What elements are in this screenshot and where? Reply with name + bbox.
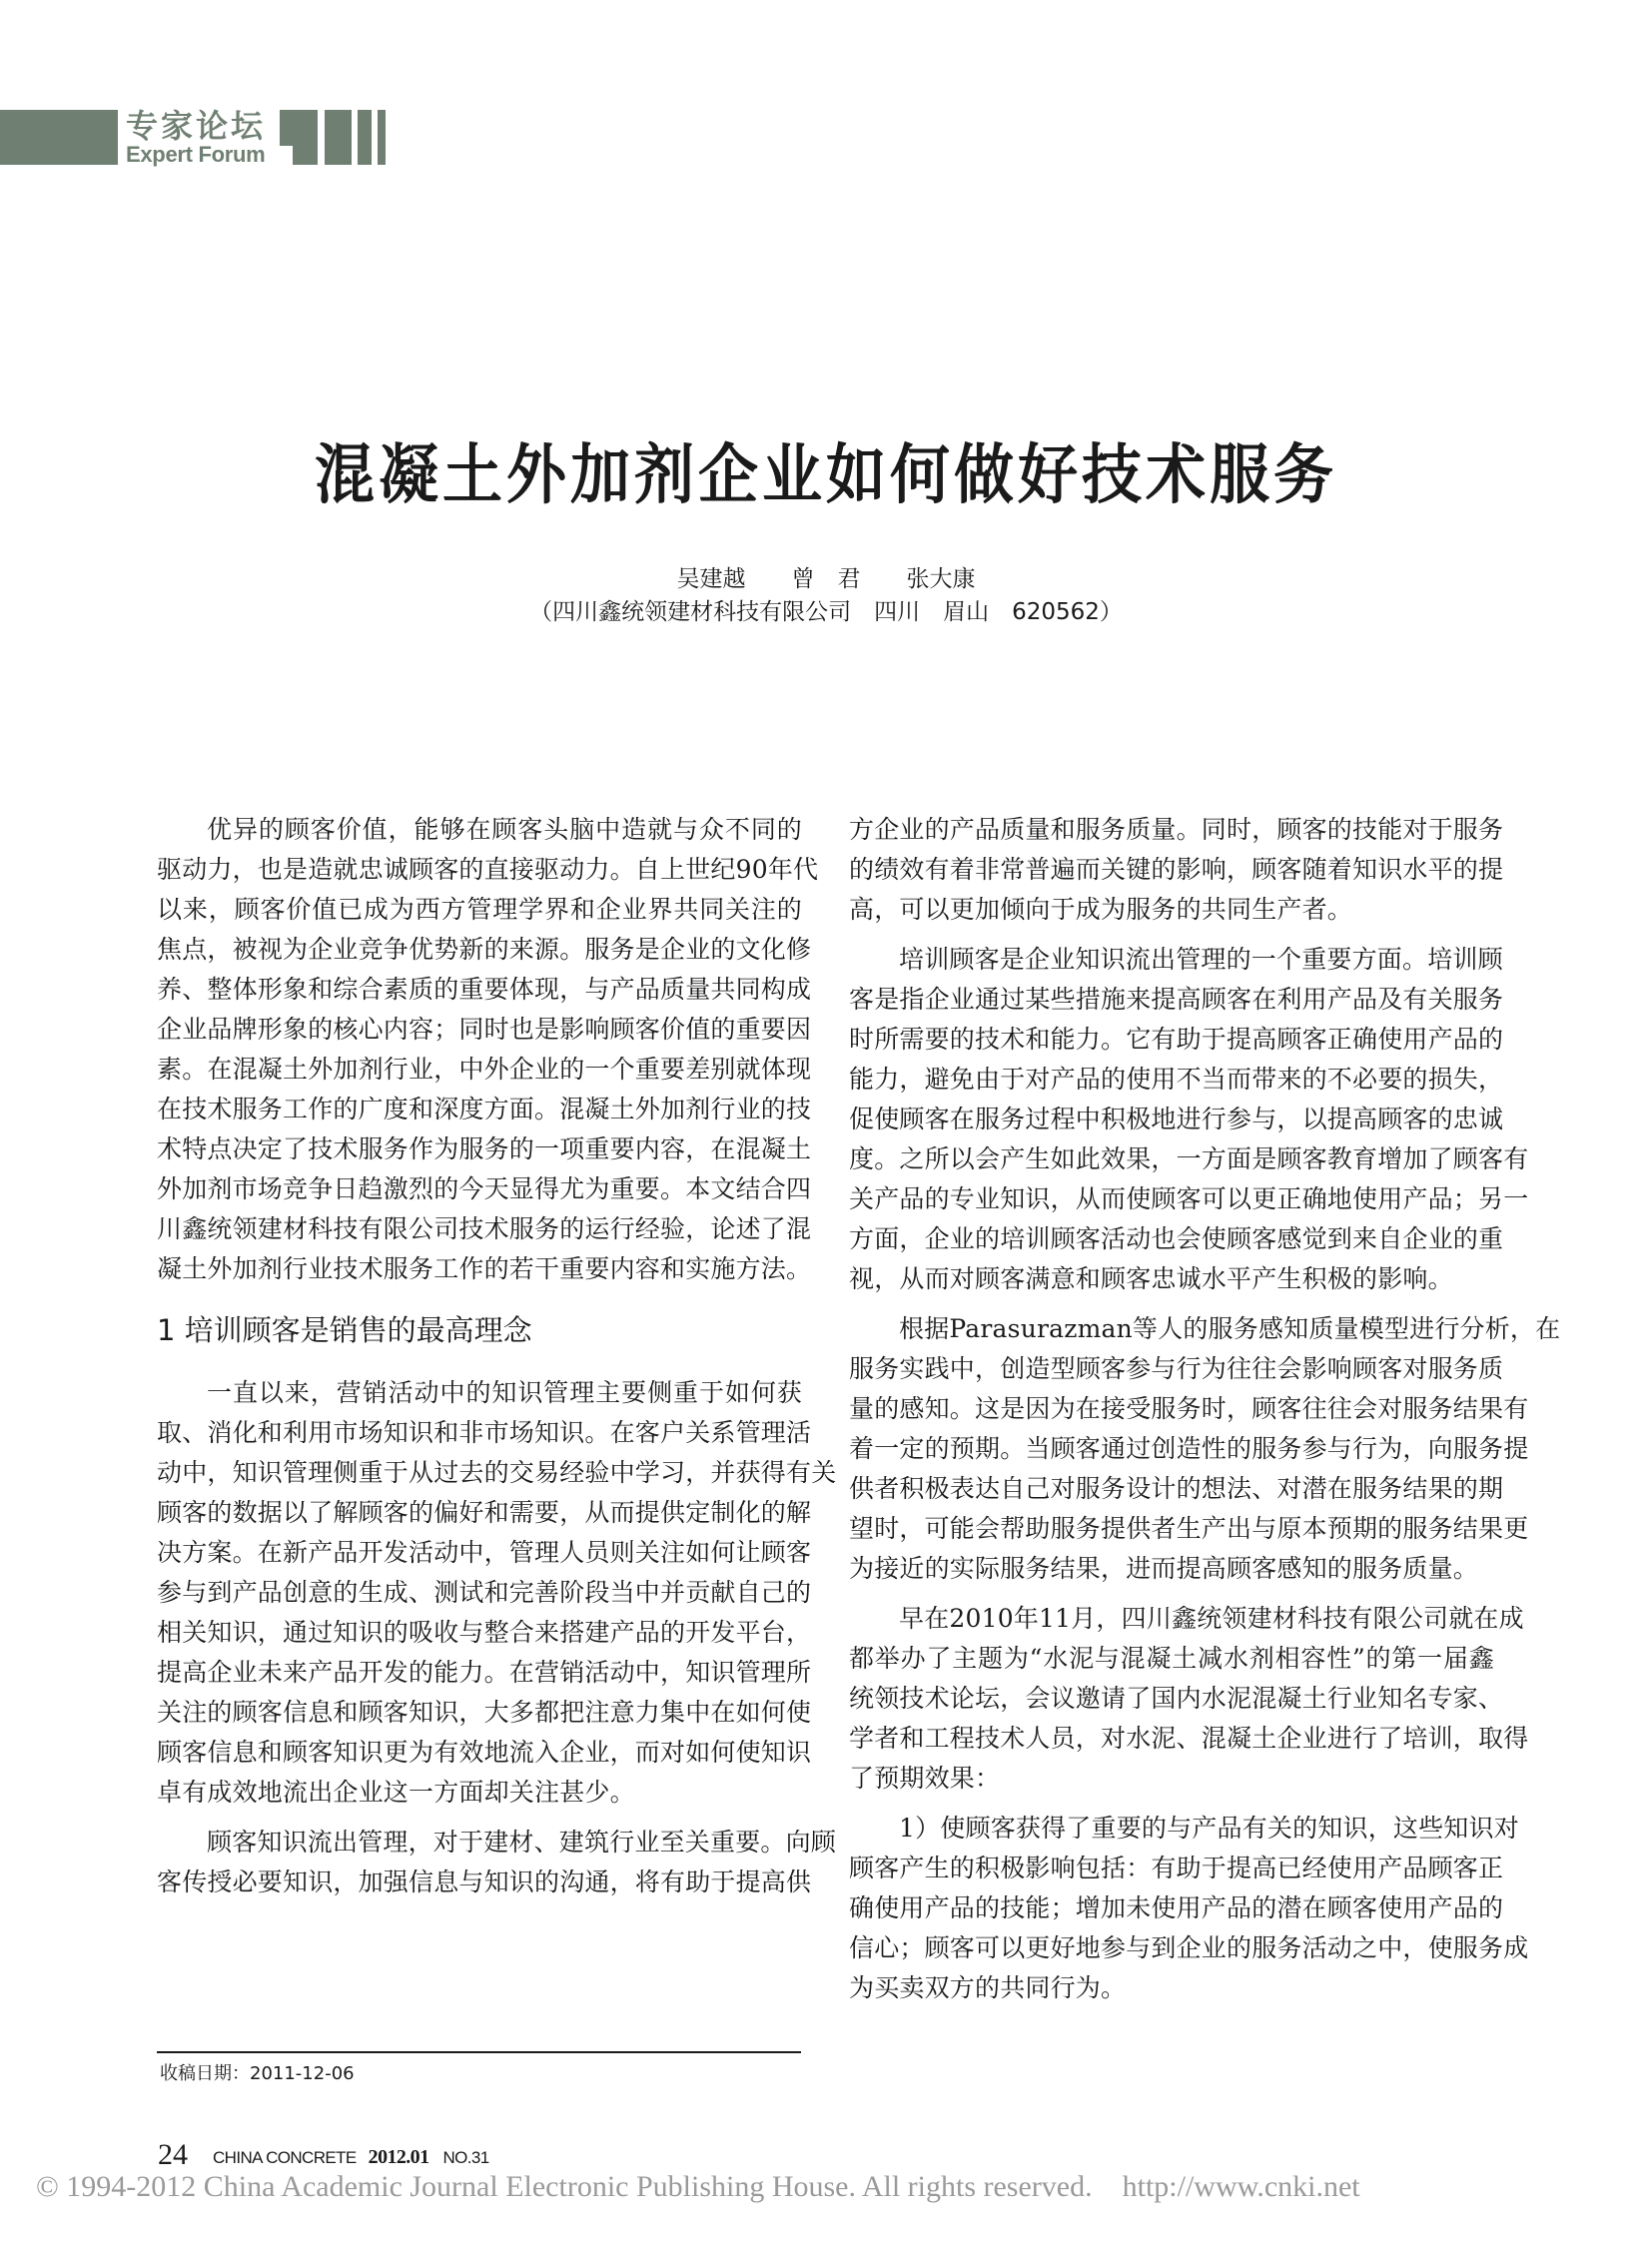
text-line: 统领技术论坛，会议邀请了国内水泥混凝土行业知名专家、 [849,1684,1504,1713]
text-line: 方企业的产品质量和服务质量。同时，顾客的技能对于服务 [849,815,1504,844]
header-band-bar [325,110,352,165]
paragraph-intro [157,810,819,1289]
text-line: 顾客信息和顾客知识更为有效地流入企业，而对如何使知识 [157,1738,812,1767]
text-line: 着一定的预期。当顾客通过创造性的服务参与行为，向服务提 [849,1434,1529,1463]
text-line: 顾客产生的积极影响包括：有助于提高已经使用产品顾客正 [849,1854,1504,1882]
text-line: 学者和工程技术人员，对水泥、混凝土企业进行了培训，取得 [849,1724,1529,1753]
text-line: 能力，避免由于对产品的使用不当而带来的不必要的损失， [849,1065,1504,1094]
text-line: 川鑫统领建材科技有限公司技术服务的运行经验，论述了混 [157,1214,812,1243]
article-title: 混凝土外加剂企业如何做好技术服务 [315,437,1337,513]
section-label-en: Expert Forum [126,142,266,167]
text-line: 素。在混凝土外加剂行业，中外企业的一个重要差别就体现 [157,1055,812,1084]
paragraph-continued [849,810,1504,930]
article-authors: 吴建越 曾 君 张大康 [676,566,976,592]
text-line: 都举办了主题为“水泥与混凝土减水剂相容性”的第一届鑫 [849,1644,1494,1673]
text-line: 信心；顾客可以更好地参与到企业的服务活动之中，使服务成 [849,1933,1529,1962]
text-line: 关注的顾客信息和顾客知识，大多都把注意力集中在如何使 [157,1698,812,1727]
text-line: 量的感知。这是因为在接受服务时，顾客往往会对服务结果有 [849,1394,1529,1423]
text-line: 客是指企业通过某些措施来提高顾客在利用产品及有关服务 [849,985,1504,1014]
text-line: 以来，顾客价值已成为西方管理学界和企业界共同关注的 [157,895,802,924]
text-line: 驱动力，也是造就忠诚顾客的直接驱动力。自上世纪90年代 [157,855,819,884]
text-line: 企业品牌形象的核心内容；同时也是影响顾客价值的重要因 [157,1015,812,1044]
journal-info [213,2145,489,2170]
text-line: 望时，可能会帮助服务提供者生产出与原本预期的服务结果更 [849,1514,1529,1543]
text-line: 顾客知识流出管理，对于建材、建筑行业至关重要。向顾 [207,1828,837,1857]
section-label-cn: 专家论坛 [126,107,267,145]
text-line: 取、消化和利用市场知识和非市场知识。在客户关系管理活 [157,1418,812,1447]
header-band-notch [280,146,293,165]
text-line: 1）使顾客获得了重要的与产品有关的知识，这些知识对 [899,1814,1519,1843]
text-line: 一直以来，营销活动中的知识管理主要侧重于如何获 [207,1378,802,1407]
text-line: 顾客的数据以了解顾客的偏好和需要，从而提供定制化的解 [157,1498,812,1527]
text-line: 决方案。在新产品开发活动中，管理人员则关注如何让顾客 [157,1538,812,1567]
text-line: 的绩效有着非常普遍而关键的影响，顾客随着知识水平的提 [849,855,1504,884]
header-band-left-block [0,110,118,165]
text-line: 时所需要的技术和能力。它有助于提高顾客正确使用产品的 [849,1025,1504,1054]
text-line: 提高企业未来产品开发的能力。在营销活动中，知识管理所 [157,1658,812,1687]
text-line: 供者积极表达自己对服务设计的想法、对潜在服务结果的期 [849,1474,1504,1503]
text-line: 关产品的专业知识，从而使顾客可以更正确地使用产品；另一 [849,1184,1529,1213]
paragraph-knowledge-management [157,1373,837,1813]
text-line: 视，从而对顾客满意和顾客忠诚水平产生积极的影响。 [849,1264,1453,1293]
footnote-divider [157,2051,801,2053]
text-line: 相关知识，通过知识的吸收与整合来搭建产品的开发平台， [157,1618,812,1647]
left-column [157,810,837,1902]
paragraph-training-customers [849,940,1529,1299]
text-line: 焦点，被视为企业竞争优势新的来源。服务是企业的文化修 [157,935,812,964]
text-line: 高，可以更加倾向于成为服务的共同生产者。 [849,895,1353,924]
text-line: 术特点决定了技术服务作为服务的一项重要内容，在混凝土 [157,1134,812,1163]
copyright-notice: © 1994-2012 China Academic Journal Electronic Publishing House. All rights reserved. http://www.cnki.net [36,2170,1360,2203]
page-number: 24 [158,2138,188,2171]
text-line: 早在2010年11月，四川鑫统领建材科技有限公司就在成 [899,1604,1524,1633]
text-line: 根据Parasurazman等人的服务感知质量模型进行分析，在 [899,1314,1561,1343]
journal-issue: 2012.01 [368,2146,429,2168]
paragraph-forum-2010 [849,1599,1529,1799]
text-line: 促使顾客在服务过程中积极地进行参与，以提高顾客的忠诚 [849,1105,1504,1133]
text-line: 服务实践中，创造型顾客参与行为往往会影响顾客对服务质 [849,1354,1504,1383]
text-line: 在技术服务工作的广度和深度方面。混凝土外加剂行业的技 [157,1095,812,1123]
section-heading-1: 1 培训顾客是销售的最高理念 [157,1313,532,1347]
paragraph-knowledge-outflow [157,1823,837,1902]
text-line: 了预期效果： [849,1764,1001,1793]
header-band-bar [358,110,372,165]
right-column [849,810,1561,2008]
journal-name: CHINA CONCRETE [213,2148,357,2167]
text-line: 度。之所以会产生如此效果，一方面是顾客教育增加了顾客有 [849,1144,1529,1173]
article-affiliation: （四川鑫统领建材科技有限公司 四川 眉山 620562） [529,599,1123,625]
text-line: 为接近的实际服务结果，进而提高顾客感知的服务质量。 [849,1554,1479,1583]
text-line: 卓有成效地流出企业这一方面却关注甚少。 [157,1778,635,1807]
text-line: 凝土外加剂行业技术服务工作的若干重要内容和实施方法。 [157,1254,812,1283]
text-line: 参与到产品创意的生成、测试和完善阶段当中并贡献自己的 [157,1578,812,1607]
text-line: 养、整体形象和综合素质的重要体现，与产品质量共同构成 [157,975,812,1004]
received-date: 收稿日期：2011-12-06 [160,2063,355,2084]
paragraph-effect-1 [849,1809,1529,2008]
text-line: 培训顾客是企业知识流出管理的一个重要方面。培训顾 [899,945,1503,974]
paragraph-parasurazman-model [849,1309,1561,1589]
text-line: 方面，企业的培训顾客活动也会使顾客感觉到来自企业的重 [849,1224,1504,1253]
text-line: 外加剂市场竞争日趋激烈的今天显得尤为重要。本文结合四 [157,1174,812,1203]
text-line: 确使用产品的技能；增加未使用产品的潜在顾客使用产品的 [849,1893,1504,1922]
text-line: 动中，知识管理侧重于从过去的交易经验中学习，并获得有关 [157,1458,837,1487]
text-line: 为买卖双方的共同行为。 [849,1973,1127,2002]
text-line: 优异的顾客价值，能够在顾客头脑中造就与众不同的 [207,815,802,844]
text-line: 客传授必要知识，加强信息与知识的沟通，将有助于提高供 [157,1868,812,1896]
header-band-bar [378,110,386,165]
journal-volume: NO.31 [442,2148,489,2167]
